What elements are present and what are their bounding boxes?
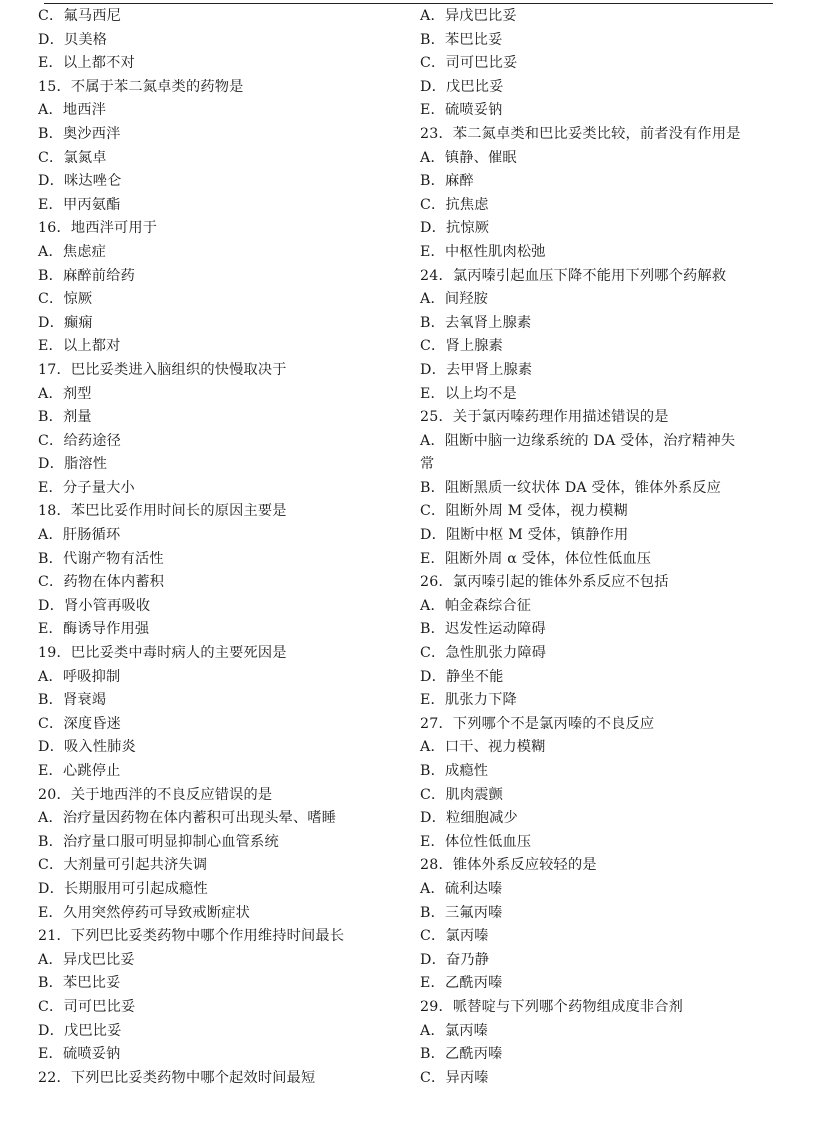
- left-option-line: A．肝肠循环: [38, 527, 121, 544]
- right-option-line: E．乙酰丙嗪: [420, 975, 503, 992]
- top-rule: [44, 3, 773, 4]
- right-option-line: A．阻断中脑一边缘系统的 DA 受体，治疗精神失: [420, 432, 736, 449]
- left-option-line: B．奥沙西泮: [38, 125, 121, 142]
- right-option-line: E．阻断外周 α 受体，体位性低血压: [420, 550, 652, 567]
- right-question-line: 23．苯二氮卓类和巴比妥类比较，前者没有作用是: [420, 125, 741, 142]
- left-option-line: A．异戊巴比妥: [38, 951, 135, 968]
- right-option-line: E．肌张力下降: [420, 692, 517, 709]
- left-option-line: C．给药途径: [38, 432, 121, 449]
- left-question-line: 15．不属于苯二氮卓类的药物是: [38, 78, 244, 95]
- left-option-line: D．肾小管再吸收: [38, 597, 151, 614]
- right-option-line: B．成瘾性: [420, 763, 489, 779]
- left-option-line: A．地西泮: [38, 102, 106, 119]
- left-option-line: C．药物在体内蓄积: [38, 574, 165, 591]
- right-option-line: C．氯丙嗪: [420, 928, 489, 945]
- right-option-line: D．奋乃静: [420, 951, 490, 968]
- left-option-line: B．肾衰竭: [38, 692, 107, 709]
- left-option-line: D．吸入性肺炎: [38, 739, 136, 756]
- left-option-line: A．剂型: [38, 385, 92, 402]
- left-option-line: E．硫喷妥钠: [38, 1046, 121, 1063]
- right-option-line: D．静坐不能: [420, 668, 504, 685]
- left-option-line: B．苯巴比妥: [38, 975, 121, 992]
- right-option-line: B．苯巴比妥: [420, 31, 503, 48]
- left-option-line: A．治疗量因药物在体内蓄积可出现头晕、嗜睡: [38, 810, 337, 827]
- right-option-line: A．口干、视力模糊: [420, 739, 546, 756]
- left-option-line: C．深度昏迷: [38, 715, 121, 732]
- right-option-line: E．中枢性肌肉松弛: [420, 243, 546, 260]
- right-question-line: 27．下列哪个不是氯丙嗪的不良反应: [420, 715, 655, 732]
- left-option-line: C．氯氮卓: [38, 149, 107, 166]
- right-option-line: A．镇静、催眠: [420, 149, 517, 166]
- right-option-line: D．去甲肾上腺素: [420, 361, 533, 378]
- right-option-line: B．去氧肾上腺素: [420, 314, 532, 331]
- right-option-line: C．司可巴比妥: [420, 55, 518, 72]
- right-column: [420, 5, 785, 1090]
- right-option-line: B．麻醉: [420, 173, 474, 190]
- right-option-line: D．戊巴比妥: [420, 78, 504, 95]
- right-option-line: C．异丙嗪: [420, 1069, 489, 1086]
- left-question-line: 22．下列巴比妥类药物中哪个起效时间最短: [38, 1069, 316, 1086]
- left-option-line: D．癫痫: [38, 314, 93, 331]
- right-option-line: E．体位性低血压: [420, 833, 532, 850]
- right-question-line: 28．锥体外系反应较轻的是: [420, 857, 597, 874]
- right-question-line: 29．哌替啶与下列哪个药物组成度非合剂: [420, 998, 684, 1015]
- left-option-line: B．麻醉前给药: [38, 267, 135, 284]
- right-option-line: B．乙酰丙嗪: [420, 1046, 503, 1063]
- right-option-line: 常: [420, 456, 435, 473]
- right-option-line: D．阻断中枢 M 受体，镇静作用: [420, 527, 629, 544]
- right-option-line: B．阻断黑质一纹状体 DA 受体，锥体外系反应: [420, 479, 722, 496]
- right-option-line: C．急性肌张力障碍: [420, 645, 547, 662]
- left-option-line: B．剂量: [38, 409, 92, 426]
- right-option-line: C．抗焦虑: [420, 196, 489, 213]
- right-option-line: E．硫喷妥钠: [420, 102, 503, 119]
- left-option-line: D．咪达唑仑: [38, 173, 122, 190]
- left-option-line: B．治疗量口服可明显抑制心血管系统: [38, 833, 279, 850]
- right-option-line: D．抗惊厥: [420, 220, 490, 237]
- right-option-line: D．粒细胞减少: [420, 810, 518, 827]
- left-question-line: 16．地西泮可用于: [38, 220, 158, 237]
- right-question-line: 24．氯丙嗪引起血压下降不能用下列哪个药解救: [420, 267, 727, 284]
- left-option-line: C．氟马西尼: [38, 8, 121, 24]
- left-option-line: E．甲丙氨酯: [38, 196, 121, 213]
- left-question-line: 19．巴比妥类中毒时病人的主要死因是: [38, 645, 287, 662]
- right-question-line: 26．氯丙嗪引起的锥体外系反应不包括: [420, 574, 669, 591]
- left-question-line: 20．关于地西泮的不良反应错误的是: [38, 786, 273, 803]
- left-option-line: A．焦虑症: [38, 243, 106, 260]
- left-option-line: D．戊巴比妥: [38, 1022, 122, 1039]
- left-option-line: E．分子量大小: [38, 479, 135, 496]
- left-option-line: A．呼吸抑制: [38, 668, 121, 685]
- left-option-line: D．长期服用可引起成瘾性: [38, 880, 208, 897]
- right-option-line: E．以上均不是: [420, 385, 517, 402]
- left-question-line: 18．苯巴比妥作用时间长的原因主要是: [38, 503, 287, 520]
- left-question-line: 21．下列巴比妥类药物中哪个作用维持时间最长: [38, 928, 345, 945]
- right-option-line: C．阻断外周 M 受体，视力模糊: [420, 503, 628, 520]
- left-option-line: E．心跳停止: [38, 763, 121, 779]
- right-option-line: B．迟发性运动障碍: [420, 621, 546, 638]
- left-option-line: E．以上都不对: [38, 55, 135, 72]
- right-question-line: 25．关于氯丙嗪药理作用描述错误的是: [420, 409, 669, 426]
- left-option-line: E．酶诱导作用强: [38, 621, 150, 638]
- right-option-line: C．肌肉震颤: [420, 786, 503, 803]
- right-option-line: A．异戊巴比妥: [420, 8, 517, 24]
- right-option-line: C．肾上腺素: [420, 338, 503, 355]
- left-option-line: C．惊厥: [38, 291, 93, 308]
- right-option-line: A．帕金森综合征: [420, 597, 532, 614]
- left-question-line: 17．巴比妥类进入脑组织的快慢取决于: [38, 361, 287, 378]
- left-column: [38, 5, 408, 1090]
- right-option-line: A．间羟胺: [420, 291, 488, 308]
- right-option-line: A．硫利达嗪: [420, 880, 503, 897]
- left-option-line: C．大剂量可引起共济失调: [38, 857, 208, 874]
- left-option-line: B．代谢产物有活性: [38, 550, 164, 567]
- left-option-line: E．久用突然停药可导致戒断症状: [38, 904, 250, 921]
- right-option-line: A．氯丙嗪: [420, 1022, 488, 1039]
- right-option-line: B．三氟丙嗪: [420, 904, 503, 921]
- left-option-line: E．以上都对: [38, 338, 121, 355]
- left-option-line: C．司可巴比妥: [38, 998, 136, 1015]
- left-option-line: D．脂溶性: [38, 456, 108, 473]
- left-option-line: D．贝美格: [38, 31, 108, 48]
